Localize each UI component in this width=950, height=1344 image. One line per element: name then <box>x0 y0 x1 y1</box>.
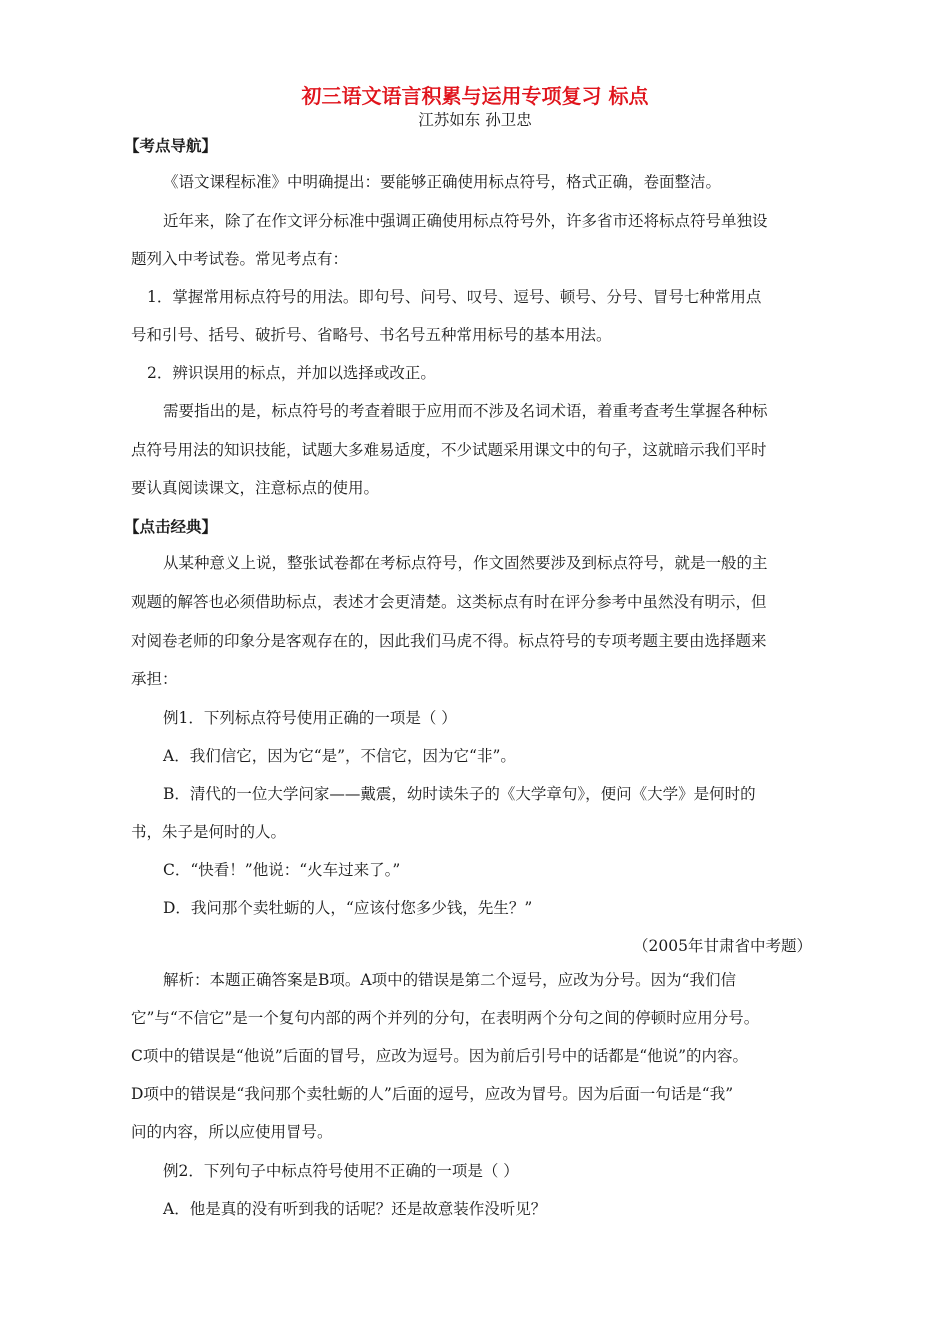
document-title: 初三语文语言积累与运用专项复习 标点 <box>301 84 649 108</box>
example-question: 例2．下列句子中标点符号使用不正确的一项是（ ） <box>163 1162 519 1180</box>
analysis-line: 它”与“不信它”是一个复句内部的两个并列的分句，在表明两个分句之间的停顿时应用分号。 <box>131 1009 760 1027</box>
analysis-line: D项中的错误是“我问那个卖牡蛎的人”后面的逗号，应改为冒号。因为后面一句话是“我” <box>131 1085 734 1103</box>
paragraph-line: 题列入中考试卷。常见考点有： <box>131 250 349 268</box>
section-heading-jingdian: 【点击经典】 <box>124 518 218 536</box>
option-a: A．他是真的没有听到我的话呢？还是故意装作没听见？ <box>163 1200 547 1218</box>
paragraph-line: 观题的解答也必须借助标点，表述才会更清楚。这类标点有时在评分参考中虽然没有明示，但 <box>131 593 767 611</box>
paragraph-line: 要认真阅读课文，注意标点的使用。 <box>131 479 380 497</box>
example-question: 例1．下列标点符号使用正确的一项是（ ） <box>163 709 457 727</box>
paragraph-line: 对阅卷老师的印象分是客观存在的，因此我们马虎不得。标点符号的专项考题主要由选择题来 <box>131 632 767 650</box>
option-b: B．清代的一位大学问家——戴震，幼时读朱子的《大学章句》，便问《大学》是何时的 <box>163 785 756 803</box>
analysis-line: C项中的错误是“他说”后面的冒号，应改为逗号。因为前后引号中的话都是“他说”的内容。 <box>131 1047 749 1065</box>
paragraph-line: 近年来，除了在作文评分标准中强调正确使用标点符号外，许多省市还将标点符号单独设 <box>163 212 768 230</box>
question-source: （2005年甘肃省中考题） <box>633 937 812 955</box>
analysis-line: 问的内容，所以应使用冒号。 <box>131 1123 333 1141</box>
list-item: 2．辨识误用的标点，并加以选择或改正。 <box>147 364 436 382</box>
paragraph-line: 点符号用法的知识技能，试题大多难易适度，不少试题采用课文中的句子，这就暗示我们平时 <box>131 441 767 459</box>
option-c: C．“快看！”他说：“火车过来了。” <box>163 861 401 879</box>
paragraph-line: 《语文课程标准》中明确提出：要能够正确使用标点符号，格式正确，卷面整洁。 <box>163 173 722 191</box>
author-line: 江苏如东 孙卫忠 <box>418 111 532 129</box>
analysis-line: 解析：本题正确答案是B项。A项中的错误是第二个逗号，应改为分号。因为“我们信 <box>163 971 737 989</box>
option-d: D．我问那个卖牡蛎的人，“应该付您多少钱，先生？” <box>163 899 533 917</box>
paragraph-line: 承担： <box>131 670 178 688</box>
option-a: A．我们信它，因为它“是”，不信它，因为它“非”。 <box>163 747 516 765</box>
paragraph-line: 从某种意义上说，整张试卷都在考标点符号，作文固然要涉及到标点符号，就是一般的主 <box>163 554 768 572</box>
section-heading-kaodian: 【考点导航】 <box>124 137 218 155</box>
list-item-continuation: 号和引号、括号、破折号、省略号、书名号五种常用标号的基本用法。 <box>131 326 612 344</box>
paragraph-line: 需要指出的是，标点符号的考查着眼于应用而不涉及名词术语，着重考查考生掌握各种标 <box>163 402 768 420</box>
option-b-continuation: 书，朱子是何时的人。 <box>131 823 287 841</box>
list-item: 1．掌握常用标点符号的用法。即句号、问号、叹号、逗号、顿号、分号、冒号七种常用点 <box>147 288 762 306</box>
